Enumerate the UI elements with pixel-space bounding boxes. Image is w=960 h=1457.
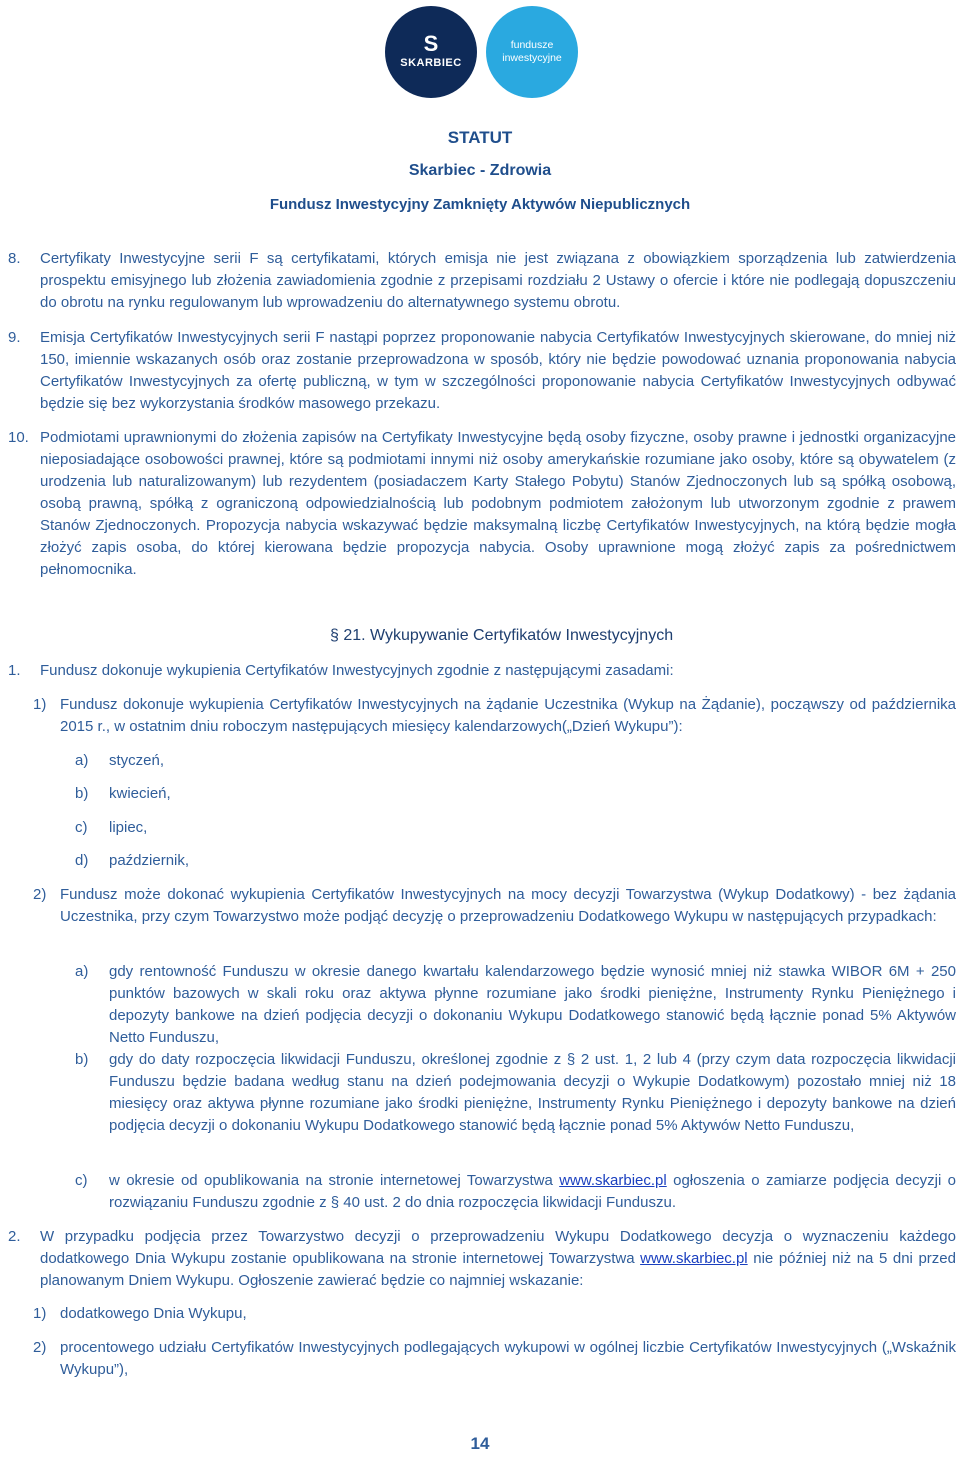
condition-letter: c)	[75, 1172, 88, 1189]
item-number: 1.	[8, 662, 21, 679]
section-21-title: § 21. Wykupywanie Certyfikatów Inwestycyjnych	[330, 627, 674, 644]
subitem-text: procentowego udziału Certyfikatów Inwestycyjnych podlegających wykupowi w ogólnej liczbie Certyfikatów Inwestycyjnych („Wskaźnik Wykupu”),	[60, 1339, 956, 1378]
subitem-text: Fundusz dokonuje wykupienia Certyfikatów Inwestycyjnych na żądanie Uczestnika (Wykup na Żądanie), począwszy od października 2015 r., w ostatnim dniu roboczym następujących miesięcy kalendarzowych(„Dzień Wykupu”):	[60, 696, 956, 735]
skarbiec-website-link[interactable]: www.skarbiec.pl	[559, 1172, 667, 1189]
fundusze-inwestycyjne-logo	[486, 6, 578, 98]
subitem-number: 1)	[33, 1305, 47, 1322]
month-letter: b)	[75, 785, 89, 802]
condition-letter: a)	[75, 963, 89, 980]
item-number: 9.	[8, 329, 21, 346]
month-item: kwiecień,	[109, 785, 171, 802]
month-item: październik,	[109, 852, 190, 869]
skarbiec-logo	[385, 6, 477, 98]
month-letter: a)	[75, 752, 89, 769]
subitem-text: dodatkowego Dnia Wykupu,	[60, 1305, 247, 1322]
item-text-part: W przypadku podjęcia przez Towarzystwo decyzji o przeprowadzeniu Wykupu Dodatkowego decyzja o wyznaczeniu każdego dodatkowego Dnia Wykupu zostanie opublikowana na stronie internetowej Towarzystwa	[40, 1228, 956, 1267]
fundusze-logo-line2: inwestycyjne	[502, 52, 562, 64]
month-letter: d)	[75, 852, 89, 869]
fund-name: Fundusz Inwestycyjny Zamknięty Aktywów Niepublicznych	[269, 196, 691, 213]
page-number: 14	[470, 1434, 490, 1453]
subitem-number: 1)	[33, 696, 47, 713]
month-letter: c)	[75, 819, 88, 836]
skarbiec-mark-icon: S	[423, 31, 439, 56]
item-number: 8.	[8, 250, 21, 267]
condition-text-part: w okresie od opublikowania na stronie internetowej Towarzystwa	[109, 1172, 560, 1189]
item-text: Certyfikaty Inwestycyjne serii F są certyfikatami, których emisja nie jest związana z obowiązkiem sporządzenia lub zatwierdzenia prospektu emisyjnego lub złożenia zawiadomienia zgodnie z przepisami rozdziału 2 Ustawy o ofercie i które nie podlegają dopuszczeniu do obrotu na rynku regulowanym lub wprowadzeniu do alternatywnego systemu obrotu.	[40, 250, 956, 311]
item-text-part: nie później niż na 5 dni przed planowanym Dniem Wykupu. Ogłoszenie zawierać będzie co najmniej wskazanie:	[40, 1250, 956, 1289]
subitem-number: 2)	[33, 1339, 47, 1356]
document-title: STATUT	[447, 128, 513, 147]
subitem-number: 2)	[33, 886, 47, 903]
condition-text: gdy do daty rozpoczęcia likwidacji Funduszu, określonej zgodnie z § 2 ust. 1, 2 lub 4 (przy czym data rozpoczęcia likwidacji Funduszu będzie badana według stanu na dzień podejmowania decyzji o Wykupie Dodatkowym) pozostało mniej niż 18 miesięcy oraz aktywa płynne rozumiane jako środki pieniężne, Instrumenty Rynku Pieniężnego i depozyty bankowe na dzień podjęcia decyzji o dokonaniu Wykupu Dodatkowego stanowić będą łącznie ponad 5% Aktywów Netto Funduszu,	[109, 1051, 956, 1134]
item-text: Emisja Certyfikatów Inwestycyjnych serii F nastąpi poprzez proponowanie nabycia Certyfikatów Inwestycyjnych skierowane, do mniej niż 150, imiennie wskazanych osób oraz zostanie przeprowadzona w sposób, który nie będzie powodować uznania proponowania nabycia Certyfikatów Inwestycyjnych za ofertę publiczną, w tym w szczególności proponowanie nabycia Certyfikatów Inwestycyjnych odbywać będzie się bez wykorzystania środków masowego przekazu.	[40, 329, 956, 412]
month-item: styczeń,	[109, 752, 165, 769]
month-item: lipiec,	[109, 819, 148, 836]
item-number: 10.	[8, 429, 29, 446]
item-text	[40, 1226, 956, 1292]
skarbiec-website-link[interactable]: www.skarbiec.pl	[640, 1250, 748, 1267]
condition-text-part: ogłoszenia o zamiarze podjęcia decyzji o rozwiązaniu Funduszu zgodnie z § 40 ust. 2 do dnia rozpoczęcia likwidacji Funduszu.	[109, 1172, 957, 1211]
item-text: Podmiotami uprawnionymi do złożenia zapisów na Certyfikaty Inwestycyjne będą osoby fizyczne, osoby prawne i jednostki organizacyjne nieposiadające osobowości prawnej, które są podmiotami innymi niż osoby amerykańskie rozumiane jako osoby, które są obywatelem (z urodzenia lub naturalizowanym) lub rezydentem (posiadaczem Karty Stałego Pobytu) Stanów Zjednoczonych lub są spółką osobową, osobą prawną, spółką z ograniczoną odpowiedzialnością lub podobnym podmiotem założonym lub utworzonym zgodnie z prawem Stanów Zjednoczonych. Propozycja nabycia wskazywać będzie maksymalną liczbę Certyfikatów Inwestycyjnych, na którą będzie mogła złożyć zapis osoba, do której kierowana będzie propozycja nabycia. Osoby uprawnione mogą złożyć zapis za pośrednictwem pełnomocnika.	[40, 429, 956, 578]
fund-subtitle: Skarbiec - Zdrowia	[408, 162, 552, 179]
condition-text	[109, 1170, 956, 1214]
subitem-text: Fundusz może dokonać wykupienia Certyfikatów Inwestycyjnych na mocy decyzji Towarzystwa (Wykup Dodatkowy) - bez żądania Uczestnika, przy czym Towarzystwo może podjąć decyzję o przeprowadzeniu Dodatkowego Wykupu w następujących przypadkach:	[60, 886, 956, 925]
item-text: Fundusz dokonuje wykupienia Certyfikatów Inwestycyjnych zgodnie z następującymi zasadami:	[40, 662, 674, 679]
item-number: 2.	[8, 1228, 21, 1245]
fundusze-logo-line1: fundusze	[510, 39, 554, 51]
condition-text: gdy rentowność Funduszu w okresie danego kwartału kalendarzowego będzie wynosić mniej niż stawka WIBOR 6M + 250 punktów bazowych w skali roku oraz aktywa płynne rozumiane jako środki pieniężne, Instrumenty Rynku Pieniężnego i depozyty bankowe na dzień podjęcia decyzji o dokonaniu Wykupu Dodatkowego stanowić będą łącznie ponad 5% Aktywów Netto Funduszu,	[109, 963, 956, 1046]
condition-letter: b)	[75, 1051, 89, 1068]
skarbiec-logo-text: SKARBIEC	[400, 57, 462, 69]
